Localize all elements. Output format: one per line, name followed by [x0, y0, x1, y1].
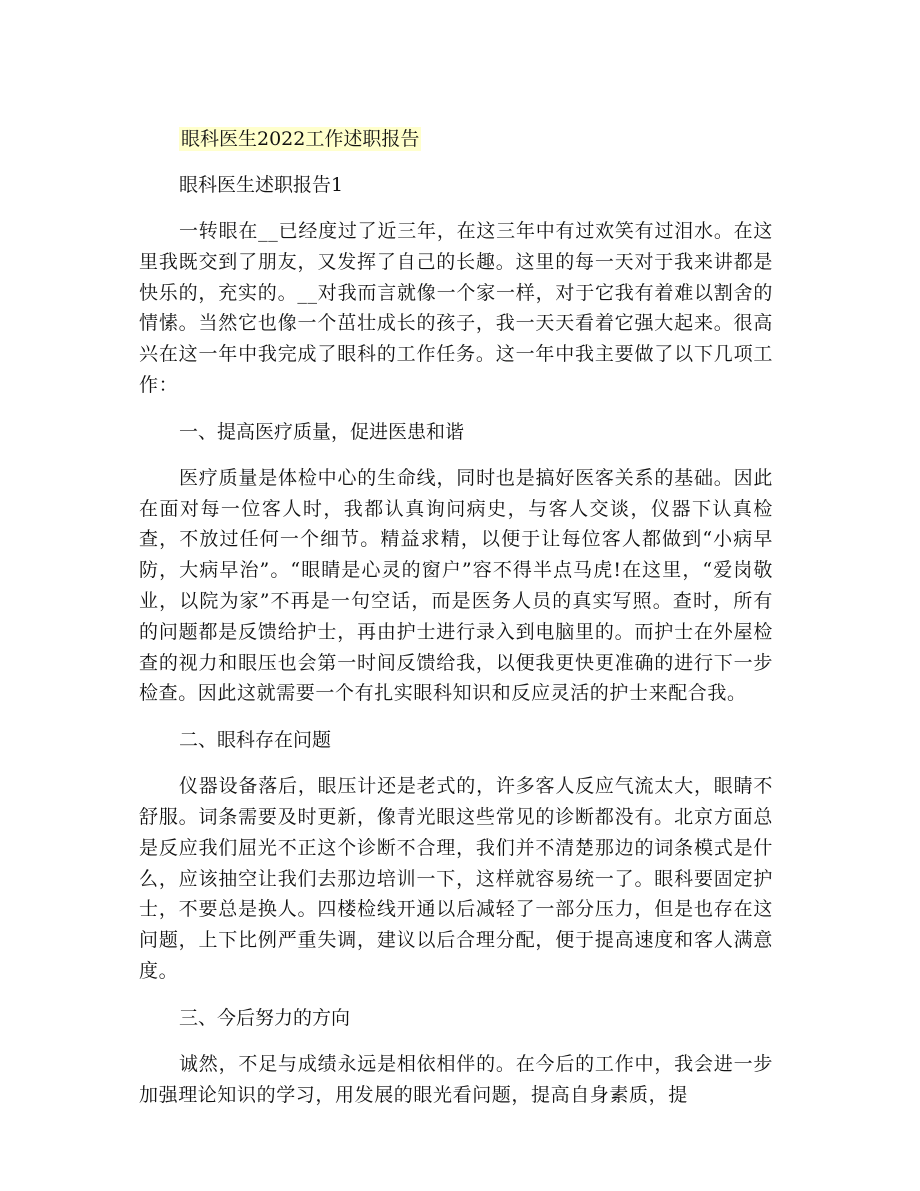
document-title: [139, 124, 773, 154]
document-title-text: 眼科医生2022工作述职报告: [181, 128, 420, 150]
document-body: [139, 124, 773, 1126]
section-heading-3: 三、今后努力的方向: [179, 1006, 351, 1029]
intro-paragraph: 一转眼在__已经度过了近三年，在这三年中有过欢笑有过泪水。在这里我既交到了朋友，又发挥了自己的长趣。这里的每一天对于我来讲都是快乐的，充实的。__对我而言就像一个家一样，对于它我有着难以割舍的情愫。当然它也像一个茁壮成长的孩子，我一天天看着它强大起来。很高兴在这一年中我完成了眼科的工作任务。这一年中我主要做了以下几项工作：: [139, 220, 773, 396]
section-3-paragraph: 诚然，不足与成绩永远是相依相伴的。在今后的工作中，我会进一步加强理论知识的学习，用发展的眼光看问题，提高自身素质，提: [139, 1052, 773, 1106]
section-heading-2: 二、眼科存在问题: [179, 729, 332, 752]
section-heading-1: 一、提高医疗质量，促进医患和谐: [179, 420, 465, 443]
section-2-paragraph: 仪器设备落后，眼压计还是老式的，许多客人反应气流太大，眼睛不舒服。词条需要及时更新，像青光眼这些常见的诊断都没有。北京方面总是反应我们屈光不正这个诊断不合理，我们并不清楚那边的词条模式是什么，应该抽空让我们去那边培训一下，这样就容易统一了。眼科要固定护士，不要总是换人。四楼检线开通以后减轻了一部分压力，但是也存在这问题，上下比例严重失调，建议以后合理分配，便于提高速度和客人满意度。: [139, 775, 773, 982]
section-1-paragraph: 医疗质量是体检中心的生命线，同时也是搞好医客关系的基础。因此在面对每一位客人时，我都认真询问病史，与客人交谈，仪器下认真检查，不放过任何一个细节。精益求精，以便于让每位客人都做到“小病早防，大病早治”。“眼睛是心灵的窗户”容不得半点马虎!在这里，“爱岗敬业，以院为家”不再是一句空话，而是医务人员的真实写照。查时，所有的问题都是反馈给护士，再由护士进行录入到电脑里的。而护士在外屋检查的视力和眼压也会第一时间反馈给我，以便我更快更准确的进行下一步检查。因此这就需要一个有扎实眼科知识和反应灵活的护士来配合我。: [139, 466, 773, 705]
report-subtitle: 眼科医生述职报告1: [179, 174, 344, 196]
